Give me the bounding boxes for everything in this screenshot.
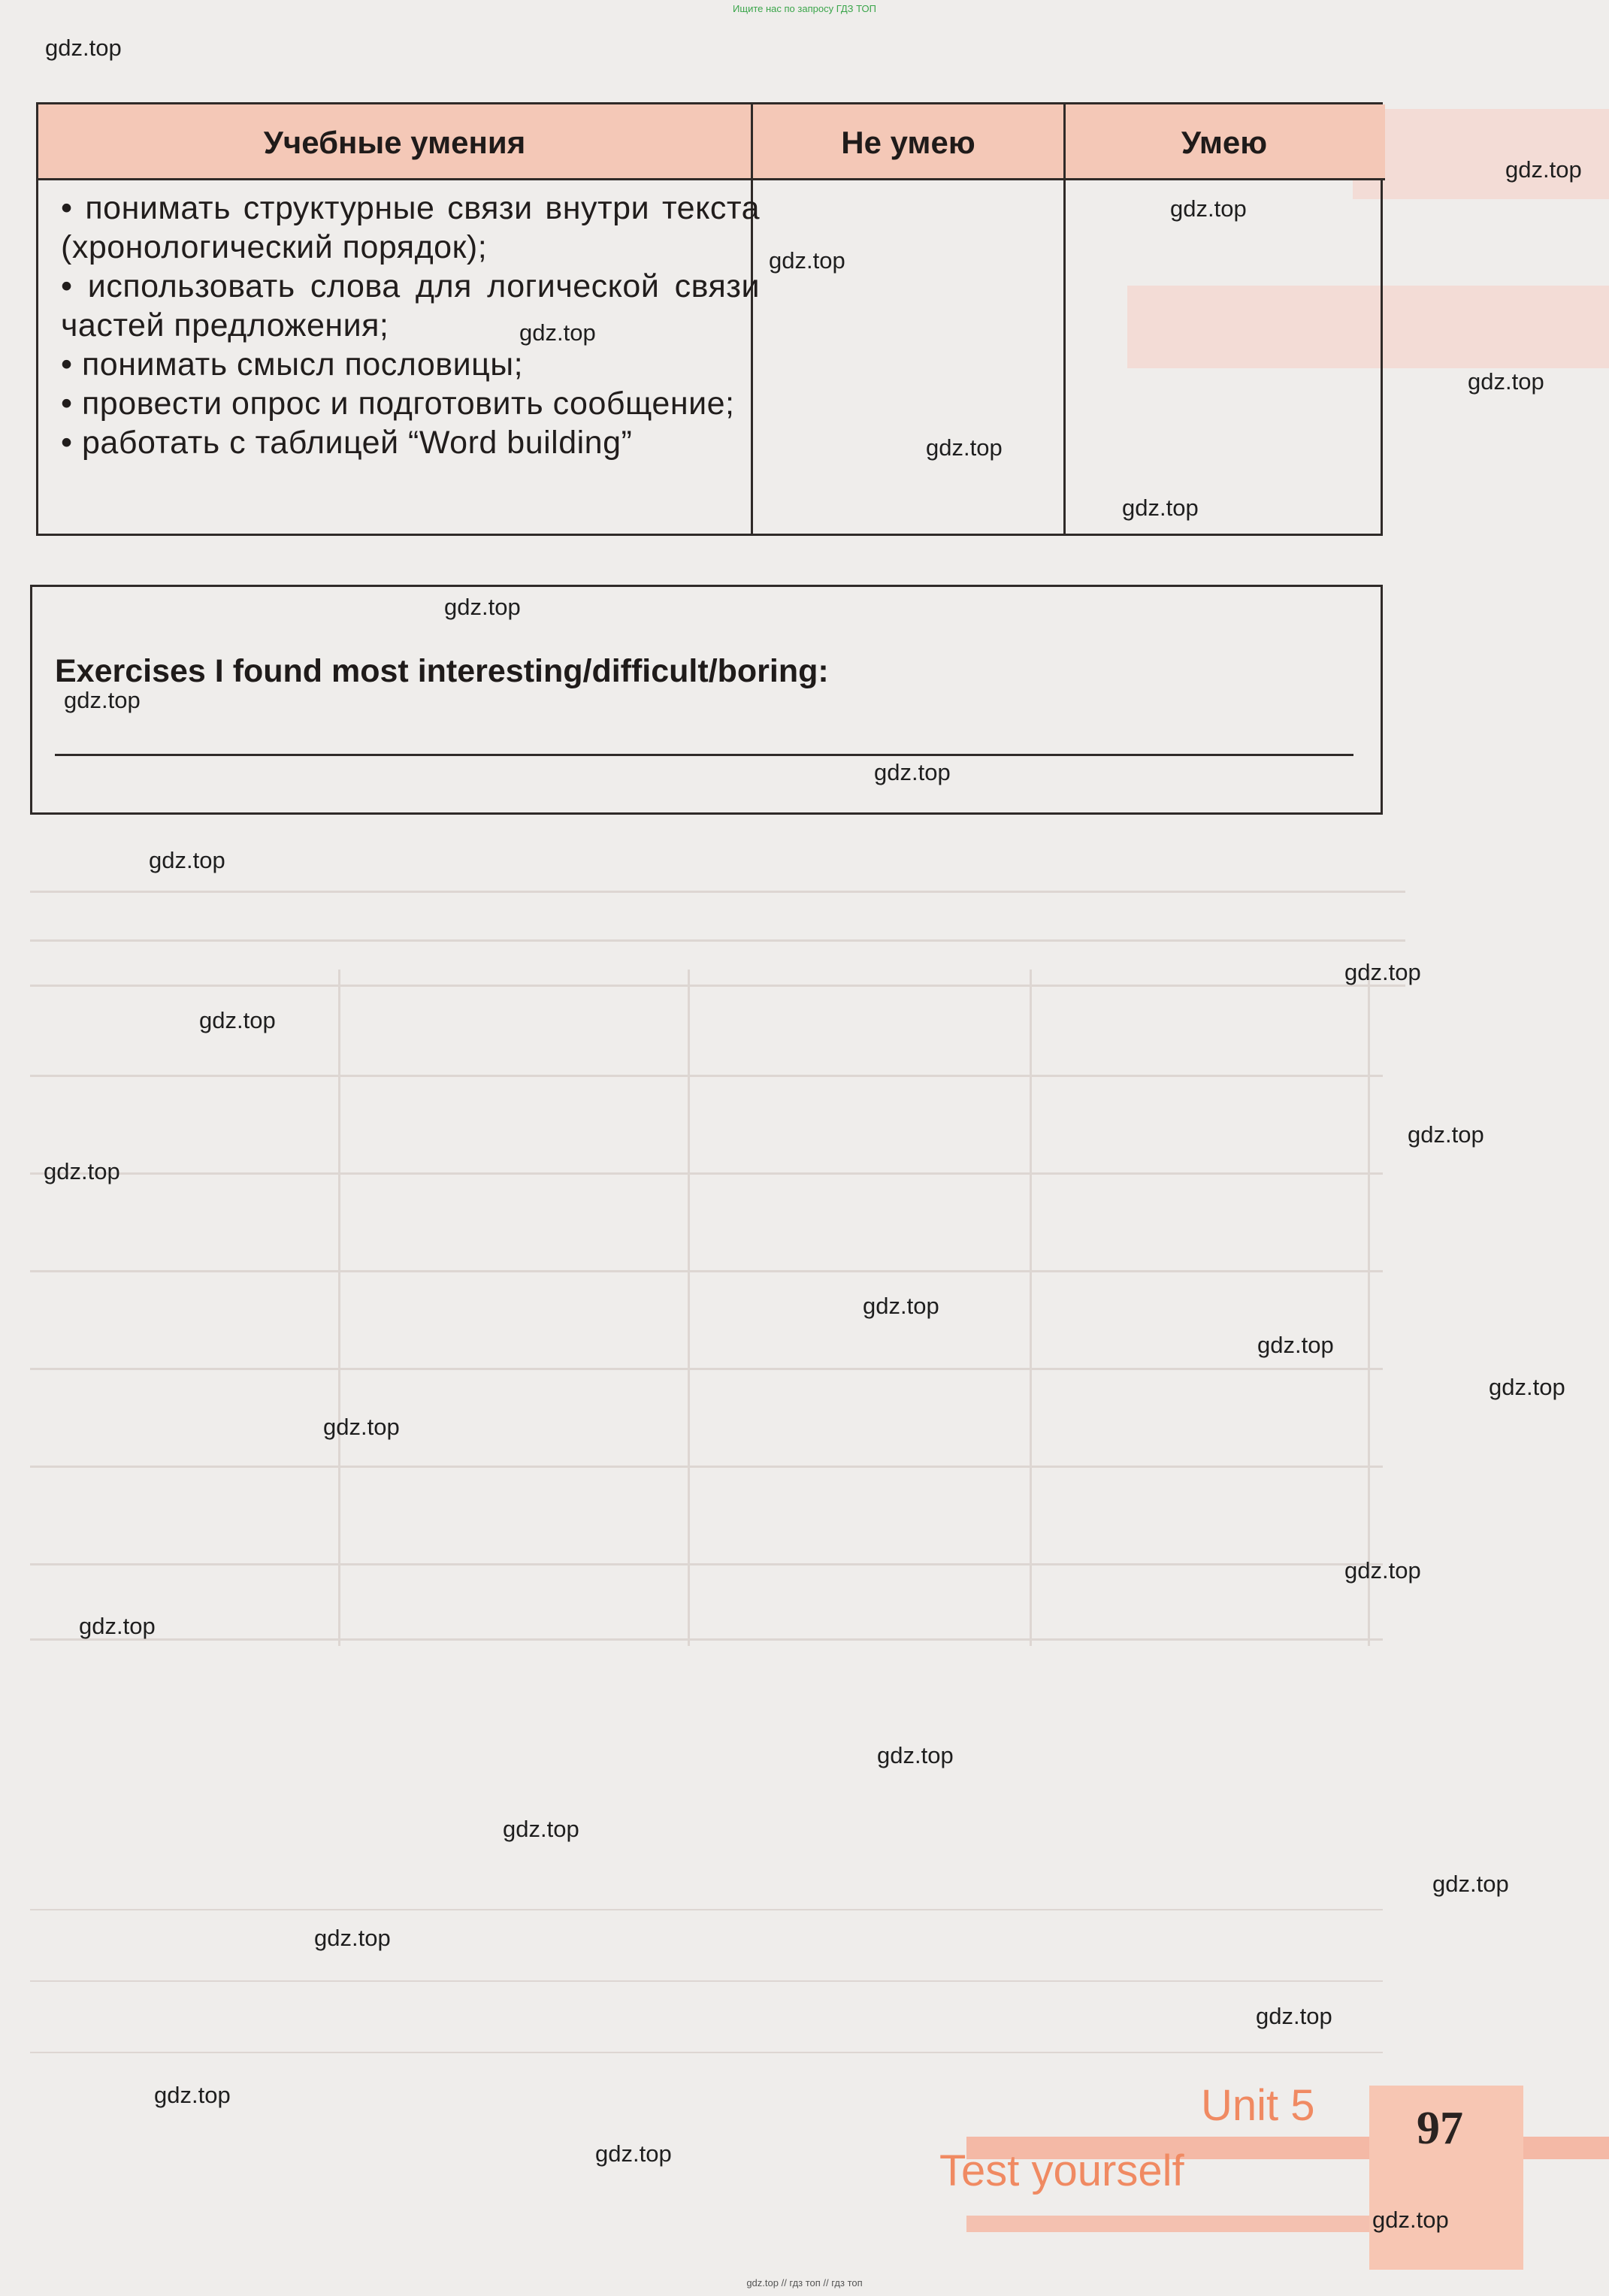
watermark: gdz.top [877, 1742, 954, 1768]
footer-stripe [966, 2216, 1402, 2232]
watermark: gdz.top [874, 759, 951, 785]
watermark: gdz.top [45, 35, 122, 61]
watermark: gdz.top [1468, 368, 1544, 395]
skill-item: • использовать слова для логической связи частей предложения; [61, 268, 760, 343]
watermark: gdz.top [595, 2140, 672, 2167]
watermark: gdz.top [444, 594, 521, 620]
watermark: gdz.top [863, 1293, 939, 1319]
skill-item: • провести опрос и подготовить сообщение; [61, 386, 735, 422]
watermark: gdz.top [1344, 959, 1421, 985]
skill-item: • работать с таблицей “Word building” [61, 425, 633, 461]
watermark: gdz.top [154, 2082, 231, 2108]
watermark: gdz.top [64, 687, 141, 713]
watermark: gdz.top [1489, 1374, 1565, 1400]
top-banner[interactable]: Ищите нас по запросу ГДЗ ТОП [733, 3, 876, 14]
section-label: Test yourself [939, 2146, 1184, 2195]
watermark: gdz.top [1408, 1121, 1484, 1148]
watermark: gdz.top [1505, 156, 1582, 183]
header-can: Умею [1181, 124, 1268, 160]
watermark: gdz.top [79, 1613, 156, 1639]
watermark: gdz.top [199, 1007, 276, 1033]
watermark: gdz.top [1257, 1332, 1334, 1358]
bottom-banner[interactable]: gdz.top // гдз топ // гдз топ [746, 2277, 863, 2288]
watermark: gdz.top [1432, 1871, 1509, 1897]
header-skills: Учебные умения [263, 124, 526, 160]
exercises-box [30, 585, 1383, 815]
watermark: gdz.top [323, 1414, 400, 1440]
watermark: gdz.top [1122, 495, 1199, 521]
watermark: gdz.top [503, 1816, 579, 1842]
watermark: gdz.top [769, 247, 845, 274]
page-number: 97 [1417, 2103, 1463, 2154]
watermark: gdz.top [149, 847, 225, 873]
watermark: gdz.top [1372, 2207, 1449, 2233]
unit-label: Unit 5 [1201, 2081, 1315, 2130]
watermark: gdz.top [519, 319, 596, 346]
watermark: gdz.top [44, 1158, 120, 1184]
watermark: gdz.top [1344, 1557, 1421, 1584]
skill-item: • понимать смысл пословицы; [61, 346, 524, 383]
watermark: gdz.top [1256, 2003, 1332, 2029]
exercises-title: Exercises I found most interesting/difficult/boring: [55, 653, 829, 689]
skill-item: • понимать структурные связи внутри текста (хронологический порядок); [61, 190, 760, 265]
watermark: gdz.top [1170, 195, 1247, 222]
watermark: gdz.top [926, 434, 1003, 461]
skills-list [61, 189, 760, 462]
header-cannot: Не умею [841, 124, 975, 160]
answer-line[interactable] [55, 754, 1353, 756]
skills-table [36, 102, 1383, 536]
watermark: gdz.top [314, 1925, 391, 1951]
